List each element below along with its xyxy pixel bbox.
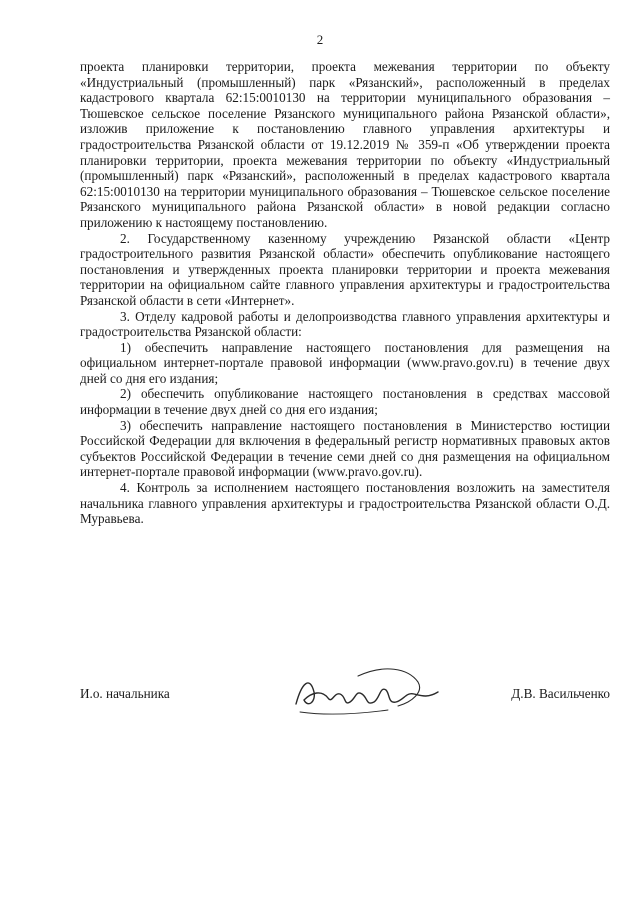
signatory-title: И.о. начальника [80,686,170,701]
subitem-2: 2) обеспечить опубликование настоящего постановления в средствах массовой информации в течение двух дней со дня его издания; [80,386,610,418]
signature-block [80,680,610,730]
paragraph-item-2: 2. Государственному казенному учреждению Рязанской области «Центр градостроительного развития Рязанской области» обеспечить опубликование настоящего постановления и утвержденных проекта планировки территории и проекта межевания территории на официальном сайте главного управления архитектуры и градостроительства Рязанской области в сети «Интернет». [80,230,610,308]
subitem-3: 3) обеспечить направление настоящего постановления в Министерство юстиции Российской Федерации для включения в федеральный регистр нормативных правовых актов субъектов Российской Федерации в течение семи дней со дня размещения на официальном интернет-портале правовой информации (www.pravo.gov.ru). [80,417,610,480]
page-number: 2 [316,32,324,47]
subitem-1: 1) обеспечить направление настоящего постановления для размещения на официальном интернет-портале правовой информации (www.pravo.gov.ru) в течение двух дней со дня его издания; [80,339,610,386]
paragraph-continuation: проекта планировки территории, проекта межевания территории по объекту «Индустриальный (промышленный) парк «Рязанский», расположенный в пределах кадастрового квартала 62:15:0010130 на территории муниципального образования – Тюшевское сельское поселение Рязанского муниципального района Рязанской области», изложив приложение к постановлению главного управления архитектуры и градостроительства Рязанской области от 19.12.2019 № 359-п «Об утверждении проекта планировки территории, проекта межевания территории по объекту «Индустриальный (промышленный) парк «Рязанский», расположенный в пределах кадастрового квартала 62:15:0010130 на территории муниципального образования – Тюшевское сельское поселение Рязанского муниципального района Рязанской области» в новой редакции согласно приложению к настоящему постановлению. [80,59,610,230]
handwritten-signature [288,662,448,722]
document-body [80,59,610,527]
signatory-name: Д.В. Васильченко [511,686,610,701]
paragraph-item-3: 3. Отделу кадровой работы и делопроизводства главного управления архитектуры и градостроительства Рязанской области: [80,308,610,340]
paragraph-item-4: 4. Контроль за исполнением настоящего постановления возложить на заместителя начальника главного управления архитектуры и градостроительства Рязанской области О.Д. Муравьева. [80,480,610,527]
